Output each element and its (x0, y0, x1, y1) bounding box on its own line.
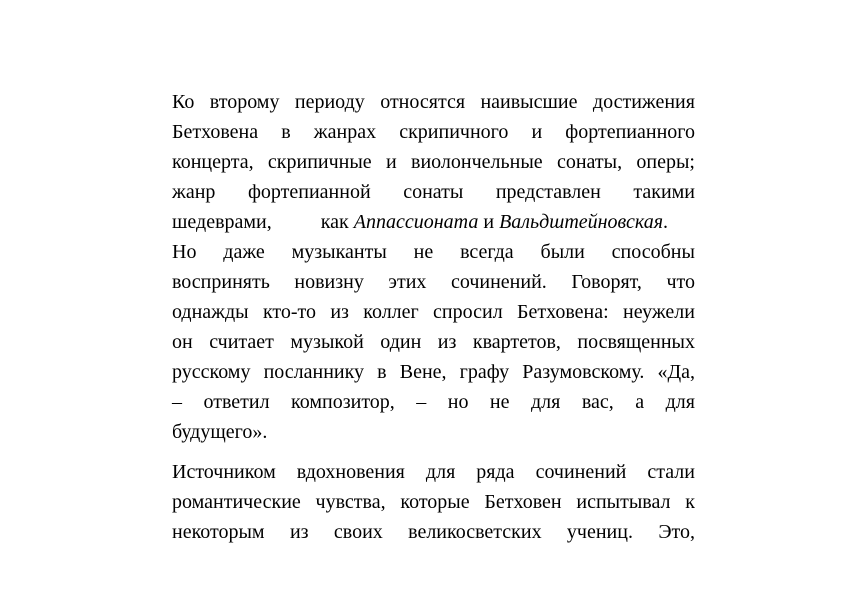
word: были (540, 241, 585, 263)
word: считает (209, 331, 274, 353)
italic-title-waldstein: Вальдштейновская (499, 211, 664, 233)
paragraph-1-line-9 (172, 327, 695, 357)
word: романтические (172, 491, 301, 513)
word: способны (611, 241, 695, 263)
word: оперы; (636, 151, 695, 173)
word: шедеврами, (172, 211, 272, 233)
word: которые (400, 491, 470, 513)
period: . (663, 211, 669, 233)
word: в (377, 361, 387, 383)
word: сонаты (403, 181, 464, 203)
word: не (489, 391, 510, 413)
word: квартетов, (472, 331, 561, 353)
word: не (413, 241, 434, 263)
paragraph-1-line-7 (172, 267, 695, 297)
word: ряда (476, 461, 515, 483)
word: Ко (172, 91, 195, 113)
word: Бетховена (172, 121, 259, 143)
word: жанр (172, 181, 216, 203)
word: виолончельные (411, 151, 543, 173)
word: вас, (581, 391, 614, 413)
paragraph-1-line-11 (172, 387, 695, 417)
paragraph-1-line-2 (172, 117, 695, 147)
word: Это, (658, 521, 695, 543)
word: ответил (203, 391, 270, 413)
paragraph-1-line-4 (172, 177, 695, 207)
word: периоду (294, 91, 365, 113)
word: Вене, (399, 361, 447, 383)
paragraph-1-line-1 (172, 87, 695, 117)
word: композитор, (291, 391, 395, 413)
word: музыканты (291, 241, 387, 263)
paragraph-2-line-3 (172, 517, 695, 547)
paragraph-1-line-6 (172, 237, 695, 267)
paragraph-1-line-3 (172, 147, 695, 177)
word: что (666, 271, 695, 293)
word: вдохновения (296, 461, 405, 483)
word: к (685, 491, 695, 513)
word: русскому (172, 361, 251, 383)
word: – (172, 391, 182, 413)
paragraph-1-line-10 (172, 357, 695, 387)
word: Бетховена: (517, 301, 609, 323)
word: жанрах (313, 121, 377, 143)
word: неужели (623, 301, 695, 323)
word: фортепианного (565, 121, 695, 143)
word: графу (459, 361, 510, 383)
word: испытывал (576, 491, 671, 513)
word: как (320, 211, 349, 233)
word: даже (223, 241, 265, 263)
word: учениц. (566, 521, 633, 543)
word: всегда (460, 241, 514, 263)
word: концерта, (172, 151, 254, 173)
word: будущего». (172, 421, 268, 443)
word: сонаты, (556, 151, 623, 173)
word: музыкой (290, 331, 364, 353)
word: Источником (172, 461, 276, 483)
paragraph-1-line-8 (172, 297, 695, 327)
word: представлен (495, 181, 601, 203)
paragraph-1-line-5 (172, 207, 695, 237)
word: сочинений. (450, 271, 547, 293)
word: достижения (592, 91, 695, 113)
word: однажды (172, 301, 249, 323)
word: спросил (433, 301, 503, 323)
paragraph-2-line-1 (172, 457, 695, 487)
word: воспринять (172, 271, 270, 293)
paragraph-1-line-12 (172, 417, 695, 447)
word: он (172, 331, 193, 353)
word: посланнику (263, 361, 365, 383)
word: некоторым (172, 521, 265, 543)
word: но (447, 391, 469, 413)
word: своих (333, 521, 383, 543)
word: этих (388, 271, 427, 293)
word: посвященных (577, 331, 695, 353)
word: Бетховен (484, 491, 562, 513)
word: скрипичного (399, 121, 509, 143)
word: скрипичные (267, 151, 372, 173)
word: великосветских (408, 521, 542, 543)
word: новизну (294, 271, 364, 293)
word: наивысшие (480, 91, 578, 113)
word: а (635, 391, 645, 413)
word: коллег (363, 301, 419, 323)
italic-title-appassionata: Аппассионата (353, 211, 479, 233)
word: чувства, (315, 491, 386, 513)
word: в (281, 121, 291, 143)
word: «Да, (657, 361, 695, 383)
word: для (665, 391, 695, 413)
word: один (380, 331, 422, 353)
word: Разумовскому. (522, 361, 645, 383)
word: из (437, 331, 457, 353)
word: кто-то (262, 301, 317, 323)
word: из (289, 521, 309, 543)
word: Но (172, 241, 197, 263)
word: – (416, 391, 427, 413)
word: такими (633, 181, 695, 203)
word: для (530, 391, 561, 413)
word: фортепианной (247, 181, 371, 203)
word: и (386, 151, 397, 173)
word: относятся (380, 91, 466, 113)
word: из (330, 301, 349, 323)
word: второму (209, 91, 280, 113)
paragraph-2-line-2 (172, 487, 695, 517)
word: и (531, 121, 543, 143)
word: и (483, 211, 495, 233)
word: Говорят, (571, 271, 642, 293)
word: сочинений (535, 461, 627, 483)
word: стали (647, 461, 695, 483)
word: для (425, 461, 456, 483)
